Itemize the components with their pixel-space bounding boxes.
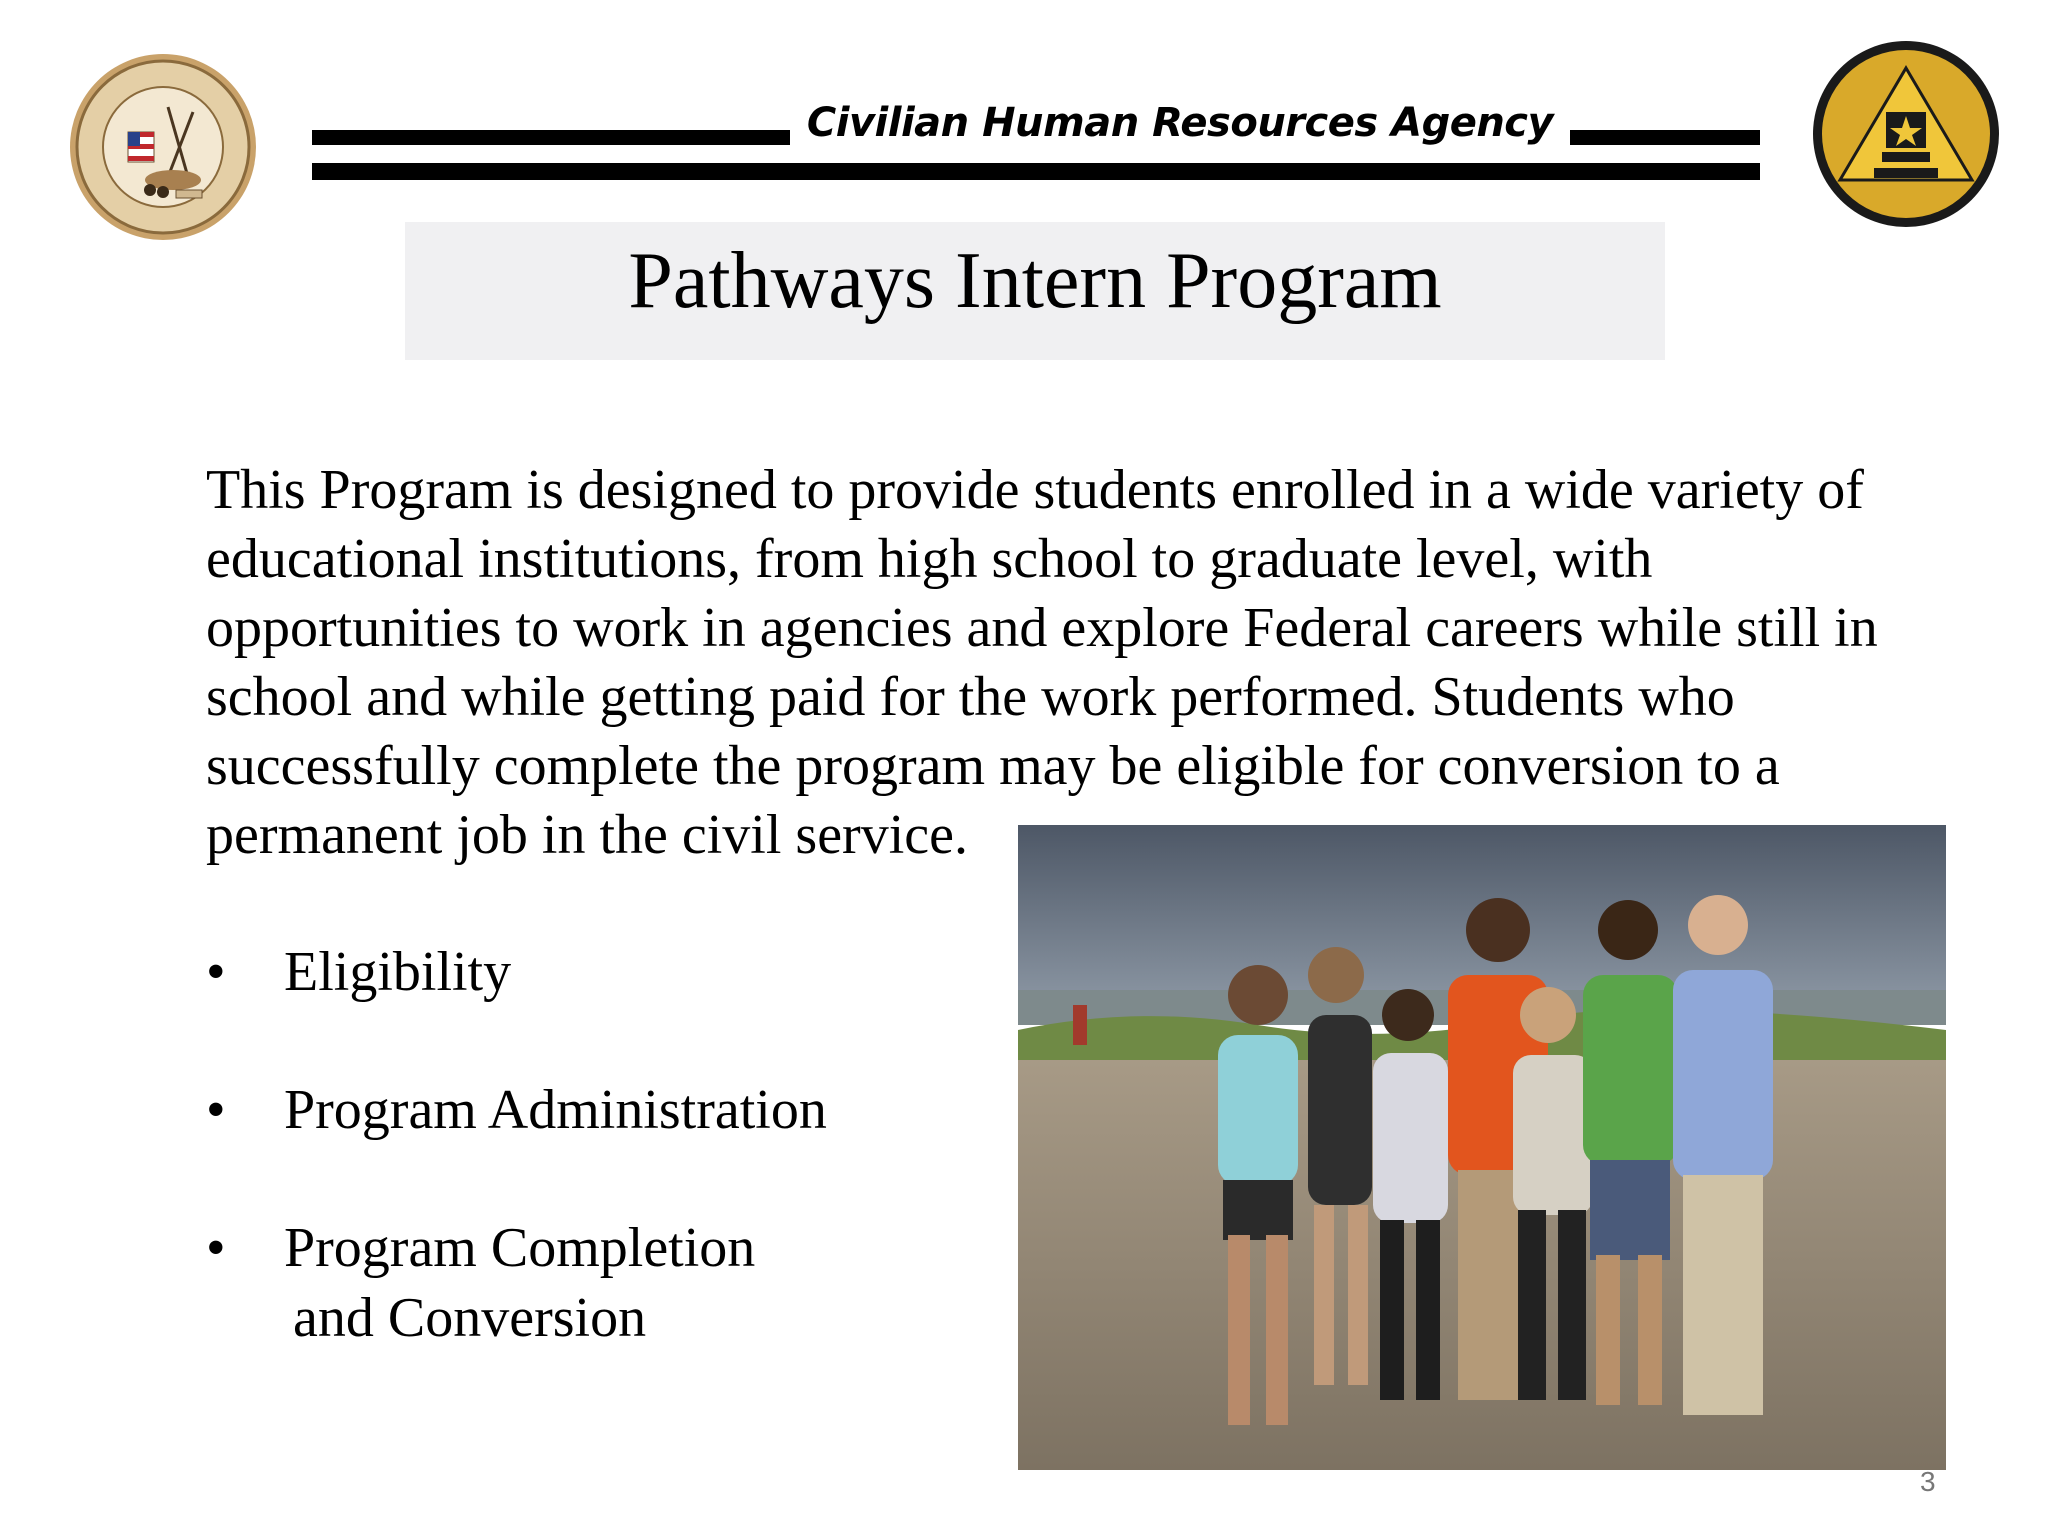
bullet-dot: • (206, 1217, 226, 1279)
header-rule-long (312, 163, 1760, 180)
bullet-dot: • (206, 941, 226, 1003)
page-title: Pathways Intern Program (628, 237, 1442, 325)
page-number: 3 (1920, 1466, 1936, 1497)
bullet-label: Program Administration (284, 1079, 827, 1141)
hr-solutions-seal-icon (1812, 40, 2000, 228)
army-seal-icon (68, 52, 258, 242)
header-rule-right (1570, 130, 1760, 145)
program-description: This Program is designed to provide students enrolled in a wide variety of educational institutions, from high school to graduate level, with opportunities to work in agencies and explore Federal careers while still in school and while getting paid for the work performed. Students who successfully complete the program may be eligible for conversion to a permanent job in the civil service. (206, 459, 1878, 866)
header-rule-left (312, 130, 790, 145)
bullet-label: Eligibility (284, 941, 512, 1003)
agency-name: Civilian Human Resources Agency (806, 100, 1554, 146)
group-photo-icon (1018, 825, 1946, 1470)
bullet-label: Program Completion (284, 1217, 756, 1279)
bullet-dot: • (206, 1079, 226, 1141)
bullet-label-continuation: and Conversion (293, 1287, 647, 1349)
